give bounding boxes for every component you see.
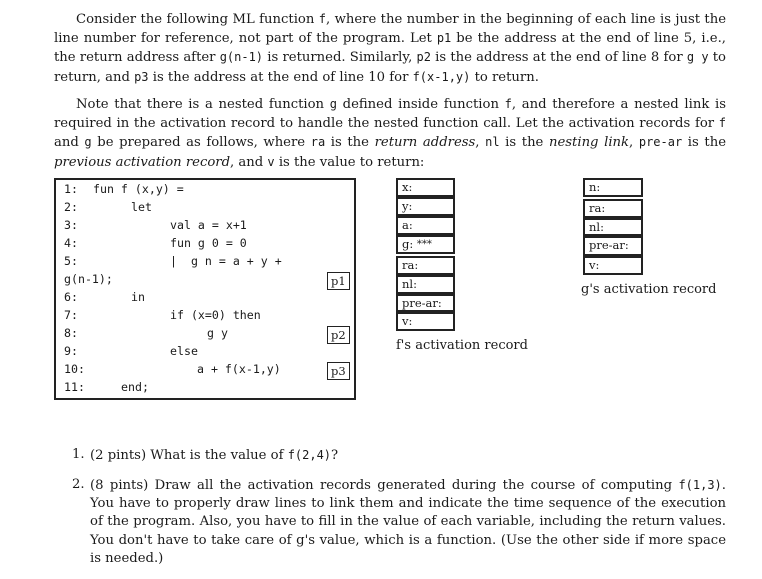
f-g-value: ***: [416, 239, 432, 250]
f-cell-pre-ar: [396, 294, 455, 312]
code-p3: p3: [134, 69, 149, 84]
code-f: f: [504, 97, 512, 111]
f-cell-nl: [396, 275, 455, 294]
question-text: (8 pints) Draw all the activation records generated during the course of computing: [90, 478, 679, 493]
g-cell-n: [583, 178, 643, 197]
line-number: 8:: [64, 326, 78, 340]
f-record-caption: f's activation record: [396, 338, 528, 353]
f-cell-x: [396, 178, 455, 197]
intro-paragraph-2: [54, 95, 726, 172]
f-cell-a: [396, 216, 455, 235]
f-cell-g: [396, 235, 455, 254]
code-line-6: in: [131, 290, 145, 304]
f-label-a: a:: [402, 218, 413, 232]
code-f-x-1-y: f(x-1,y): [412, 69, 471, 84]
f-cell-ra: [396, 256, 455, 275]
g-label-nl: nl:: [589, 220, 604, 234]
g-label-pre-ar: pre-ar:: [589, 238, 629, 252]
f-label-x: x:: [402, 180, 413, 194]
code-line-7: if (x=0) then: [170, 308, 261, 322]
code-g-y: g y: [686, 50, 709, 65]
line-number: 7:: [64, 308, 78, 322]
code-line-8: g y: [207, 326, 228, 340]
question-2: [72, 476, 726, 568]
term-return-address: return address: [374, 135, 476, 151]
line-number: 9:: [64, 344, 78, 358]
text: , and: [230, 154, 268, 170]
f-label-v: v:: [402, 314, 413, 328]
return-tag-p1: p1: [327, 272, 350, 290]
text: is the: [682, 135, 727, 151]
f-cell-v: [396, 312, 455, 331]
text: to return, and: [54, 50, 726, 85]
text: to return.: [470, 69, 539, 85]
g-label-v: v:: [589, 258, 600, 272]
code-p2: p2: [416, 50, 431, 65]
text: is the address at the end of line 8 for: [430, 50, 687, 66]
text: is the: [325, 135, 375, 151]
text: is the value to return:: [274, 154, 425, 170]
g-cell-ra: [583, 199, 643, 218]
code-line-11: end;: [121, 380, 149, 394]
text: is returned. Similarly,: [263, 50, 417, 66]
g-label-ra: ra:: [589, 201, 606, 215]
code-line-9: else: [170, 344, 198, 358]
code-f: f: [718, 116, 726, 131]
code-line-1: fun f (x,y) =: [93, 182, 184, 196]
f-label-ra: ra:: [402, 258, 419, 272]
line-number: 6:: [64, 290, 78, 304]
code-g-n-1: g(n-1): [219, 50, 264, 65]
code-v: v: [267, 154, 275, 169]
text: Note that there is a nested function: [76, 97, 330, 112]
text: ,: [629, 135, 639, 151]
term-nesting-link: nesting link: [548, 135, 630, 151]
code-p1: p1: [436, 31, 452, 46]
g-cell-nl: [583, 218, 643, 236]
line-number: 1:: [64, 182, 78, 196]
code-line-4: fun g 0 = 0: [170, 236, 247, 250]
text: be prepared as follows, where: [91, 135, 311, 151]
question-text: . You have to properly draw lines to link them and indicate the time sequence of the execution of the program. Also, you have to fill in the value of each variable, including the return values. You don't have to take care of g's value, which is a function. (Use the other side if more space is needed.): [90, 478, 726, 566]
g-cell-v: [583, 256, 643, 275]
question-number: 2.: [72, 477, 85, 492]
question-text: (2 pints) What is the value of: [90, 448, 288, 463]
code-line-5-cont: g(n-1);: [64, 272, 113, 286]
f-cell-y: [396, 197, 455, 216]
f-label-nl: nl:: [402, 277, 417, 291]
term-previous-activation-record: previous activation record: [54, 154, 231, 170]
question-code: f(2,4): [287, 448, 332, 462]
text: is the: [499, 135, 549, 151]
return-tag-p2: p2: [327, 326, 350, 344]
code-nl: nl: [485, 135, 500, 150]
text: , and therefore a nested link is required in the activation record to handle the nested function call. Let the activation records for: [54, 97, 727, 132]
code-line-2: let: [131, 200, 152, 214]
g-label-n: n:: [589, 180, 601, 194]
code-line-10: a + f(x-1,y): [197, 362, 281, 376]
line-number: 5:: [64, 254, 78, 268]
line-number: 10:: [64, 362, 85, 376]
text: is the address at the end of line 10 for: [148, 69, 413, 85]
line-number: 3:: [64, 218, 78, 232]
question-1: [72, 446, 726, 465]
g-cell-pre-ar: [583, 236, 643, 256]
f-label-y: y:: [402, 199, 413, 213]
code-g: g: [329, 97, 337, 111]
text: , where the number in the beginning of each line is just the line number for reference, not part of the program. Let: [54, 12, 727, 47]
intro-paragraph-1: [54, 10, 726, 87]
code-line-5: | g n = a + y +: [170, 254, 282, 268]
line-number: 4:: [64, 236, 78, 250]
text: and: [54, 135, 85, 151]
text: Consider the following ML function: [76, 12, 319, 27]
return-tag-p3: p3: [327, 362, 350, 380]
f-label-pre-ar: pre-ar:: [402, 296, 442, 310]
question-text: ?: [331, 448, 339, 463]
f-label-g: g:: [402, 237, 414, 251]
question-code: f(1,3): [678, 478, 722, 492]
text: be the address at the end of line 5, i.e., the return address after: [54, 31, 726, 66]
code-f: f: [318, 12, 326, 26]
question-number: 1.: [72, 447, 85, 462]
code-pre-ar: pre-ar: [638, 135, 683, 150]
line-number: 2:: [64, 200, 78, 214]
code-g: g: [84, 135, 92, 150]
code-line-3: val a = x+1: [170, 218, 247, 232]
text: defined inside function: [336, 97, 505, 112]
code-ra: ra: [310, 135, 326, 150]
text: ,: [475, 135, 486, 151]
line-number: 11:: [64, 380, 85, 394]
g-record-caption: g's activation record: [581, 282, 717, 297]
code-listing: [54, 178, 356, 400]
